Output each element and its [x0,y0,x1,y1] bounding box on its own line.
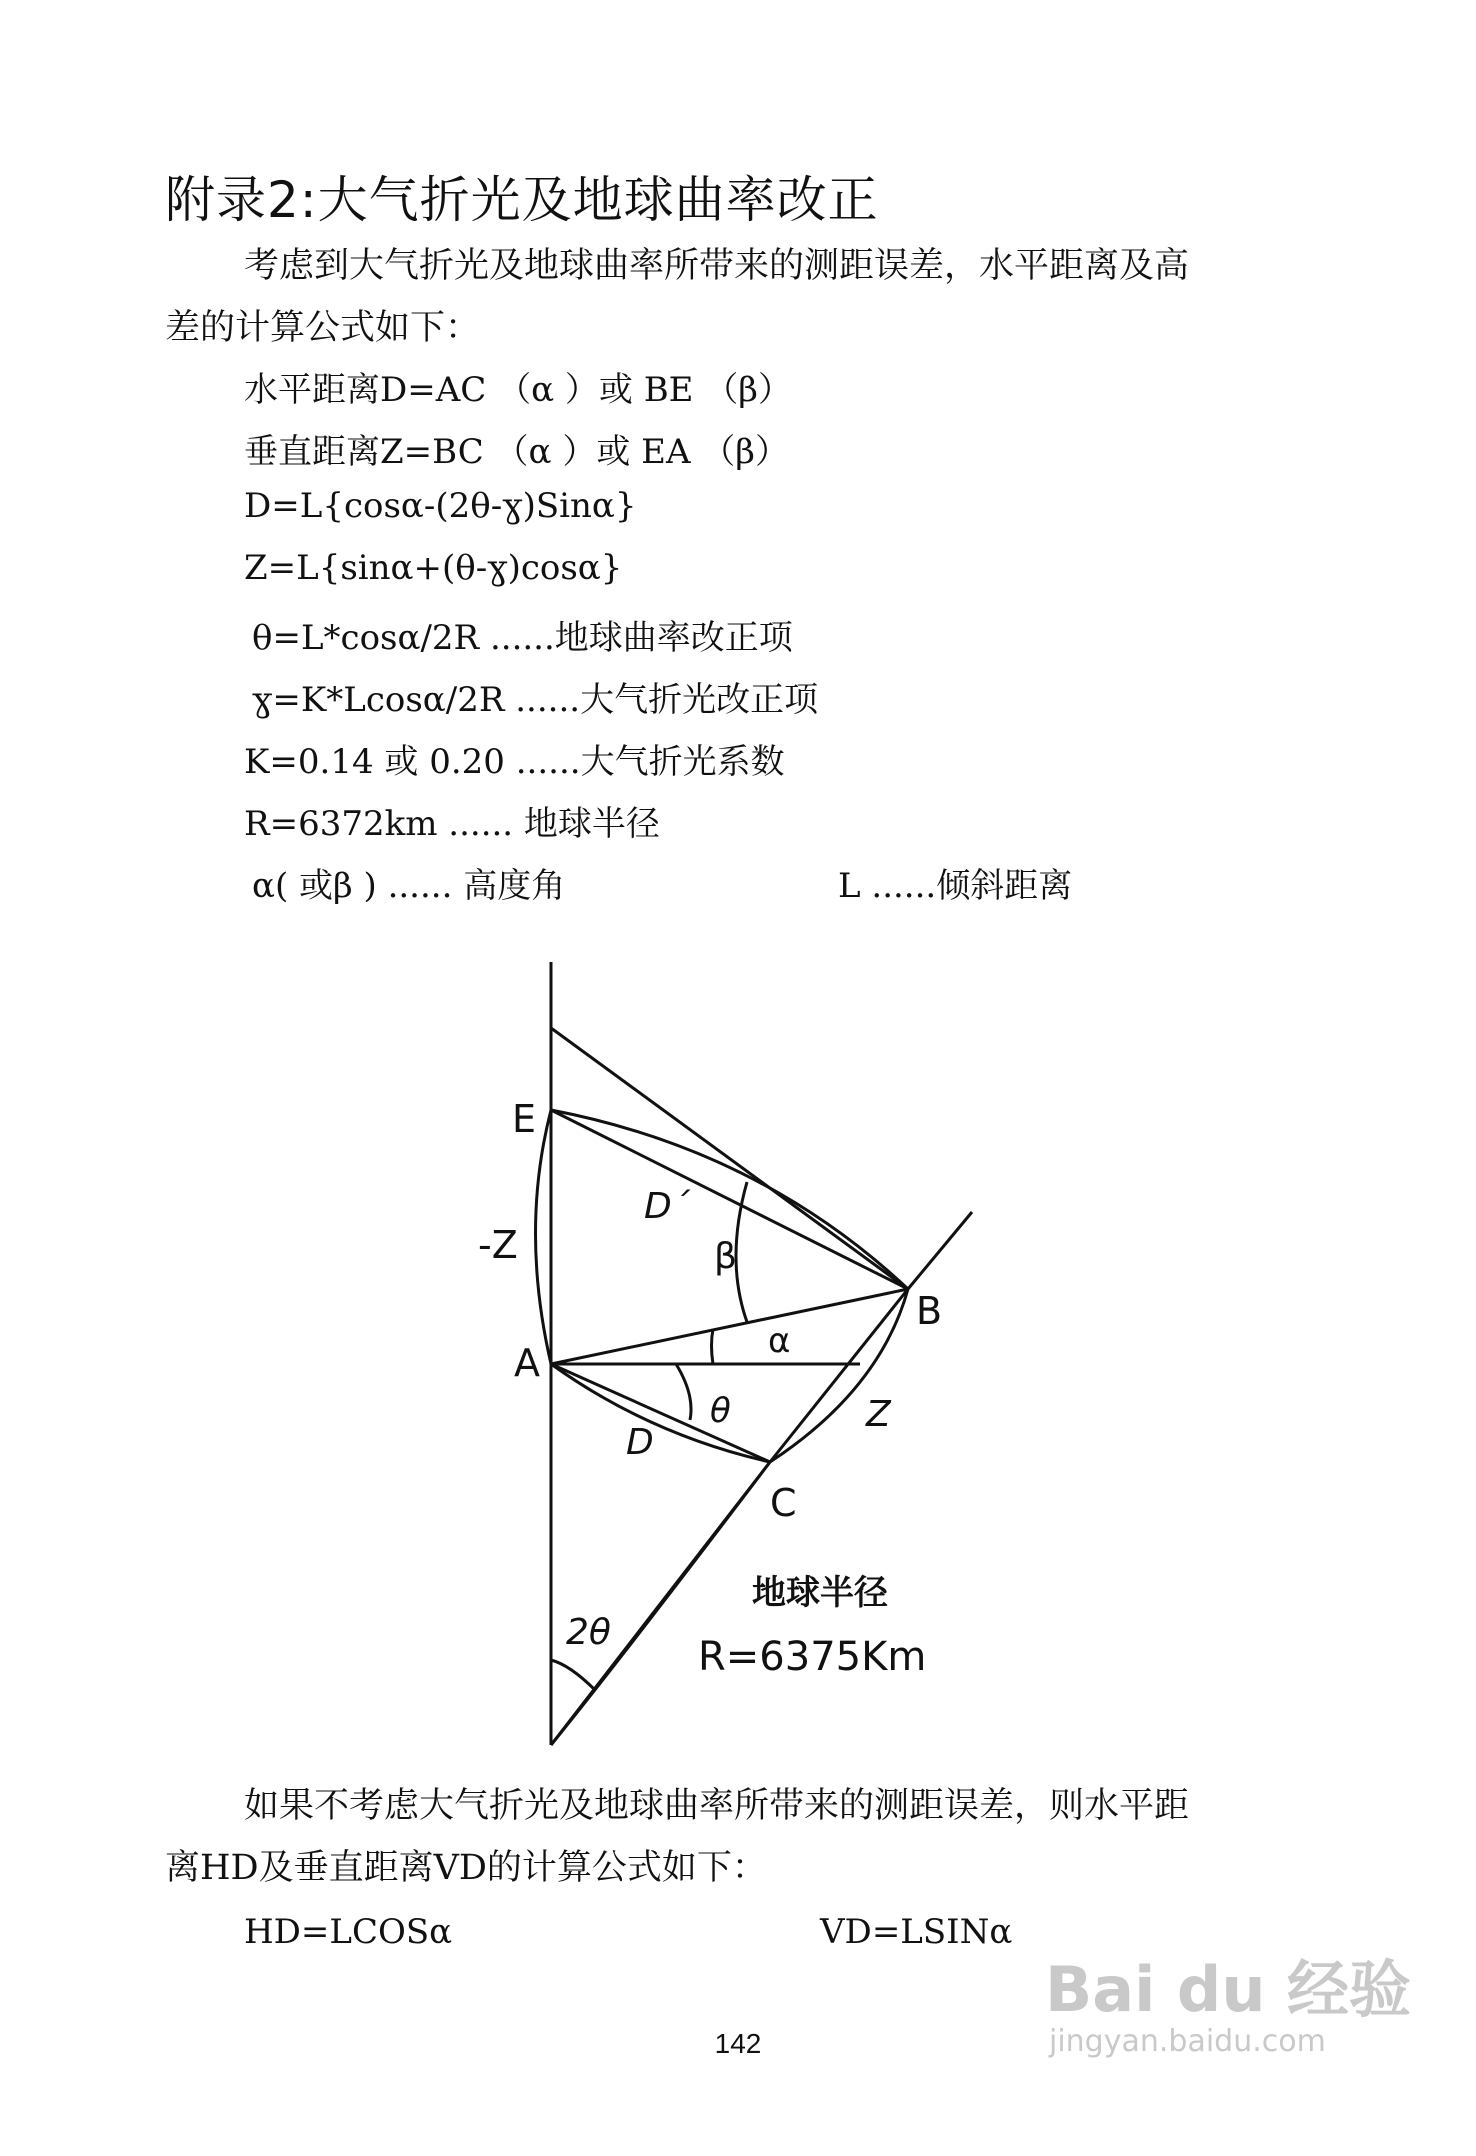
label-two-theta: 2θ [566,1612,611,1653]
formula-d: D=L{cosα-(2θ-ɣ)Sinα} [244,486,637,526]
arc-two-theta [551,1660,595,1690]
label-beta: β [714,1236,737,1277]
formula-vertical-distance: 垂直距离Z=BC （α ）或 EA （β） [244,432,789,472]
label-d: D [626,1422,654,1463]
intro-line-1: 考虑到大气折光及地球曲率所带来的测距误差，水平距离及高 [244,246,1190,286]
label-e: E [512,1097,537,1141]
formula-theta: θ=L*cosα/2R ......地球曲率改正项 [252,618,793,658]
label-alpha: α [768,1321,791,1361]
label-minus-z: -Z [478,1223,518,1267]
formula-hd: HD=LCOSα [244,1912,453,1952]
line-a-b [551,1289,908,1364]
label-c: C [770,1481,797,1525]
baidu-watermark [1045,1940,1445,2080]
legend-slope: L ......倾斜距离 [838,866,1073,906]
label-a: A [514,1341,540,1385]
formula-k: K=0.14 或 0.20 ......大气折光系数 [244,742,785,782]
arc-alpha [712,1329,714,1364]
arc-theta [676,1364,691,1420]
line-b-extension [908,1212,972,1289]
intro-line-2: 差的计算公式如下： [165,308,481,348]
label-z: Z [866,1394,891,1435]
watermark-brand: Bai du 经验 [1045,1953,1412,2026]
page-number: 142 [714,2028,762,2059]
formula-r: R=6372km ...... 地球半径 [244,804,660,844]
arc-c-bottom [551,1462,770,1745]
outro-line-1: 如果不考虑大气折光及地球曲率所带来的测距误差，则水平距 [244,1786,1190,1826]
page-title: 附录2:大气折光及地球曲率改正 [165,171,879,229]
formula-z: Z=L{sinα+(θ-ɣ)cosα} [244,548,623,588]
diagram-caption-radius-value: R=6375Km [698,1634,927,1680]
arc-e-a [536,1110,552,1364]
diagram-caption-earth-radius: 地球半径 [752,1573,888,1613]
formula-horizontal-distance: 水平距离D=AC （α ）或 BE （β） [244,370,792,410]
label-b: B [916,1289,943,1333]
label-theta: θ [710,1391,731,1431]
legend-alpha: α( 或β ) ...... 高度角 [252,866,566,906]
outro-line-2: 离HD及垂直距离VD的计算公式如下： [165,1848,767,1888]
formula-gamma: ɣ=K*Lcosα/2R ......大气折光改正项 [252,680,819,720]
line-a-c [551,1364,770,1462]
watermark-url: jingyan.baidu.com [1049,2024,1326,2059]
label-d-prime: D´ [644,1186,690,1227]
formula-vd: VD=LSINα [820,1912,1013,1952]
